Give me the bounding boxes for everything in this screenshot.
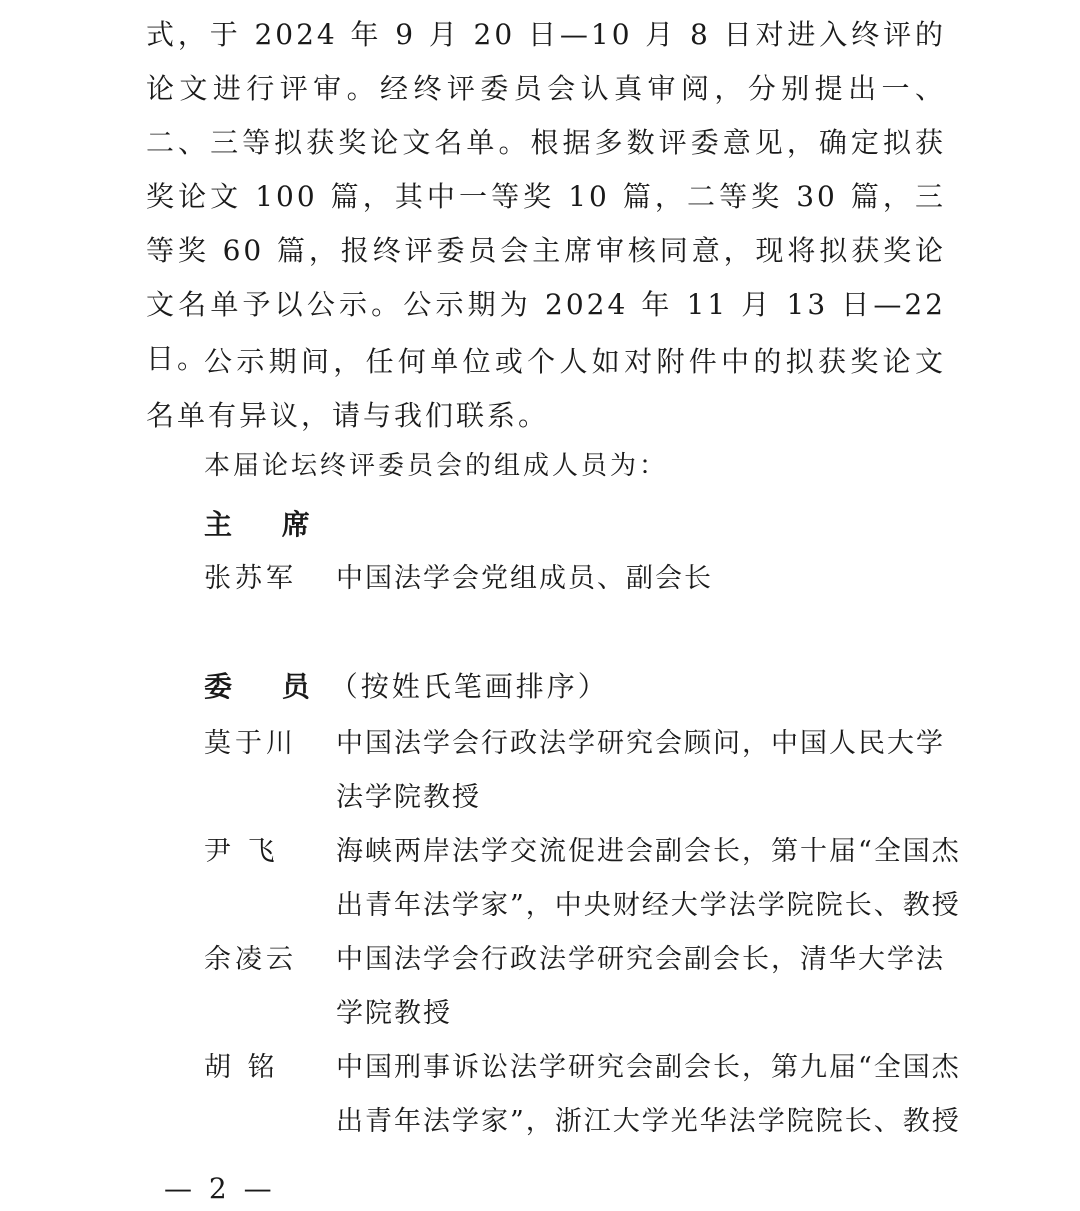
member-entry xyxy=(204,717,964,825)
member-title: 中国法学会行政法学研究会顾问，中国人民大学法学院教授 xyxy=(336,728,945,813)
paragraph-objection-notice: 公示期间，任何单位或个人如对附件中的拟获奖论文名单有异议，请与我们联系。 xyxy=(146,345,946,432)
paragraph-review-process: 式，于 2024 年 9 月 20 日—10 月 8 日对进入终评的论文进行评审。经终评委员会认真审阅，分别提出一、二、三等拟获奖论文名单。根据多数评委意见，确定拟获奖论文 100 篇，其中一等奖 10 篇，二等奖 30 篇，三等奖 60 篇，报终评委员会主席审核同意，现将拟获奖论文名单予以公示。公示期为 2024 年 11 月 13 日—22 日。 xyxy=(146,18,946,375)
member-name: 余凌云 xyxy=(204,944,297,975)
chair-entry xyxy=(204,552,964,606)
member-title: 中国刑事诉讼法学研究会副会长，第九届“全国杰出青年法学家”，浙江大学光华法学院院长、教授 xyxy=(336,1052,961,1137)
member-name: 胡 铭 xyxy=(204,1052,279,1083)
member-entry xyxy=(204,825,964,933)
chair-title: 中国法学会党组成员、副会长 xyxy=(336,563,713,594)
members-heading-label: 委 员 xyxy=(204,670,330,703)
chair-heading xyxy=(204,503,330,543)
committee-intro: 本届论坛终评委员会的组成人员为： xyxy=(204,451,669,481)
member-title: 中国法学会行政法学研究会副会长，清华大学法学院教授 xyxy=(336,944,945,1029)
member-entry xyxy=(204,1041,964,1149)
member-title: 海峡两岸法学交流促进会副会长，第十届“全国杰出青年法学家”，中央财经大学法学院院长、教授 xyxy=(336,836,961,921)
members-heading xyxy=(204,665,609,705)
page-number: — 2 — xyxy=(164,1172,276,1205)
member-name: 尹 飞 xyxy=(204,836,279,867)
chair-heading-label: 主 席 xyxy=(204,508,330,541)
member-entry xyxy=(204,933,964,1041)
member-name: 莫于川 xyxy=(204,728,297,759)
chair-name: 张苏军 xyxy=(204,563,297,594)
members-heading-note: （按姓氏笔画排序） xyxy=(329,670,609,703)
